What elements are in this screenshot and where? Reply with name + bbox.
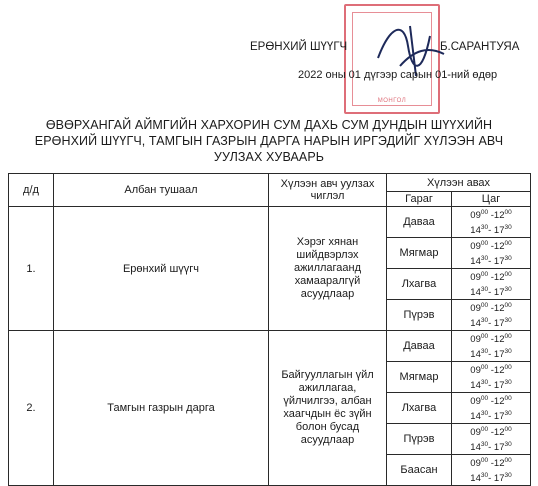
time-part: 17	[493, 287, 505, 298]
time-part: 00	[480, 426, 489, 433]
time-part: 00	[480, 209, 489, 216]
time-part: 30	[504, 410, 512, 417]
time-part: 12	[493, 458, 505, 469]
row-time	[452, 362, 531, 393]
time-part: -	[488, 411, 494, 422]
row-day: Даваа	[387, 331, 452, 362]
time-part: 14	[470, 287, 481, 298]
time-slot	[452, 253, 530, 268]
time-slot	[452, 455, 530, 470]
time-part: 17	[493, 318, 505, 329]
header-topics: Хүлээн авч уулзах чиглэл	[269, 174, 387, 207]
time-part: 30	[480, 348, 489, 355]
time-part: 12	[493, 334, 505, 345]
time-part: -	[488, 318, 494, 329]
row-number: 1.	[9, 207, 54, 331]
time-part: -	[488, 256, 494, 267]
time-part: 00	[504, 426, 512, 433]
time-part: 00	[504, 395, 512, 402]
time-part: -	[488, 210, 494, 221]
time-part: 00	[480, 302, 489, 309]
time-part: 00	[504, 457, 512, 464]
time-part: 30	[480, 224, 489, 231]
time-slot	[452, 269, 530, 284]
time-part: 17	[493, 380, 505, 391]
reception-schedule-table	[8, 173, 531, 486]
row-position: Тамгын газрын дарга	[54, 331, 269, 486]
time-part: 30	[504, 317, 512, 324]
row-topics: Байгууллагын үйл ажиллагаа, үйлчилгээ, албан хаагчдын ёс зүйн болон бусад асуудлаар	[269, 331, 387, 486]
time-part: 14	[470, 411, 481, 422]
time-part: 00	[480, 333, 489, 340]
row-day: Пүрэв	[387, 424, 452, 455]
time-part: -	[488, 442, 494, 453]
schedule-body	[9, 207, 531, 486]
row-day: Баасан	[387, 455, 452, 486]
time-part: 09	[470, 458, 481, 469]
time-part: 30	[504, 348, 512, 355]
time-part: 30	[504, 224, 512, 231]
time-slot	[452, 238, 530, 253]
document-title	[12, 117, 526, 165]
time-part: -	[488, 272, 494, 283]
row-time	[452, 393, 531, 424]
time-part: 12	[493, 427, 505, 438]
time-part: 30	[480, 379, 489, 386]
time-part: 30	[480, 317, 489, 324]
approver-name: Б.САРАНТУЯА	[440, 41, 520, 53]
time-slot	[452, 408, 530, 423]
header-reception: Хүлээн авах	[387, 174, 531, 192]
time-part: 14	[470, 473, 481, 484]
time-part: 00	[480, 240, 489, 247]
stamp-text: МОНГОЛ	[377, 98, 407, 104]
time-slot	[452, 207, 530, 222]
time-part: -	[488, 349, 494, 360]
time-part: 17	[493, 411, 505, 422]
time-part: 12	[493, 396, 505, 407]
header-number: д/д	[9, 174, 54, 207]
time-part: -	[488, 458, 494, 469]
time-part: -	[488, 241, 494, 252]
time-part: 17	[493, 442, 505, 453]
row-time	[452, 455, 531, 486]
time-slot	[452, 377, 530, 392]
time-slot	[452, 470, 530, 485]
time-part: 30	[480, 441, 489, 448]
row-time	[452, 238, 531, 269]
row-time	[452, 207, 531, 238]
table-row	[9, 331, 531, 362]
time-part: 09	[470, 365, 481, 376]
header-position: Албан тушаал	[54, 174, 269, 207]
time-part: -	[488, 396, 494, 407]
row-time	[452, 300, 531, 331]
time-part: 17	[493, 349, 505, 360]
time-part: -	[488, 225, 494, 236]
document-title-line: ӨВӨРХАНГАЙ АЙМГИЙН ХАРХОРИН СУМ ДАХЬ СУМ ДУНДЫН ШҮҮХИЙН	[45, 118, 493, 132]
time-part: 00	[480, 395, 489, 402]
time-part: 00	[480, 457, 489, 464]
time-part: -	[488, 365, 494, 376]
time-part: 17	[493, 473, 505, 484]
time-part: 00	[504, 271, 512, 278]
time-part: 12	[493, 210, 505, 221]
time-part: -	[488, 287, 494, 298]
time-part: 30	[480, 472, 489, 479]
time-part: 09	[470, 272, 481, 283]
row-day: Мягмар	[387, 238, 452, 269]
row-topics: Хэрэг хянан шийдвэрлэх ажиллагаанд хамааралгүй асуудлаар	[269, 207, 387, 331]
document-title-line: УУЛЗАХ ХУВААРЬ	[213, 150, 325, 164]
time-part: 17	[493, 256, 505, 267]
time-part: -	[488, 473, 494, 484]
time-slot	[452, 331, 530, 346]
time-part: 30	[504, 441, 512, 448]
time-part: 14	[470, 349, 481, 360]
row-time	[452, 269, 531, 300]
time-part: 09	[470, 241, 481, 252]
time-slot	[452, 346, 530, 361]
time-part: -	[488, 303, 494, 314]
table-row	[9, 207, 531, 238]
time-part: 14	[470, 256, 481, 267]
row-number: 2.	[9, 331, 54, 486]
row-time	[452, 424, 531, 455]
time-part: 30	[504, 286, 512, 293]
time-part: -	[488, 427, 494, 438]
time-part: -	[488, 334, 494, 345]
time-slot	[452, 393, 530, 408]
time-part: 00	[504, 209, 512, 216]
time-part: 09	[470, 303, 481, 314]
time-slot	[452, 315, 530, 330]
time-part: 00	[504, 333, 512, 340]
time-slot	[452, 300, 530, 315]
time-part: 09	[470, 396, 481, 407]
approval-date: 2022 оны 01 дүгээр сарын 01-ний өдөр	[298, 69, 498, 81]
time-part: 30	[480, 410, 489, 417]
time-part: 00	[480, 364, 489, 371]
time-part: 14	[470, 225, 481, 236]
time-slot	[452, 362, 530, 377]
time-part: 30	[480, 286, 489, 293]
time-part: 14	[470, 318, 481, 329]
time-part: 30	[504, 379, 512, 386]
time-part: 00	[504, 302, 512, 309]
time-part: 30	[504, 472, 512, 479]
time-slot	[452, 439, 530, 454]
time-part: 00	[504, 240, 512, 247]
row-time	[452, 331, 531, 362]
time-part: 12	[493, 303, 505, 314]
row-day: Мягмар	[387, 362, 452, 393]
time-part: 09	[470, 334, 481, 345]
time-slot	[452, 424, 530, 439]
time-part: 09	[470, 210, 481, 221]
row-day: Лхагва	[387, 393, 452, 424]
time-part: 12	[493, 241, 505, 252]
row-day: Пүрэв	[387, 300, 452, 331]
time-slot	[452, 222, 530, 237]
time-part: 12	[493, 272, 505, 283]
time-part: 12	[493, 365, 505, 376]
time-part: 30	[504, 255, 512, 262]
time-part: 30	[480, 255, 489, 262]
time-part: 14	[470, 380, 481, 391]
row-position: Ерөнхий шүүгч	[54, 207, 269, 331]
time-slot	[452, 284, 530, 299]
time-part: 14	[470, 442, 481, 453]
approver-title: ЕРӨНХИЙ ШҮҮГЧ	[250, 41, 348, 53]
time-part: -	[488, 380, 494, 391]
time-part: 00	[504, 364, 512, 371]
row-day: Лхагва	[387, 269, 452, 300]
header-time: Цаг	[452, 192, 531, 207]
header-day: Гараг	[387, 192, 452, 207]
time-part: 00	[480, 271, 489, 278]
document-title-line: ЕРӨНХИЙ ШҮҮГЧ, ТАМГЫН ГАЗРЫН ДАРГА НАРЫН ИРГЭДИЙГ ХҮЛЭЭН АВЧ	[34, 134, 504, 148]
time-part: 17	[493, 225, 505, 236]
row-day: Даваа	[387, 207, 452, 238]
time-part: 09	[470, 427, 481, 438]
